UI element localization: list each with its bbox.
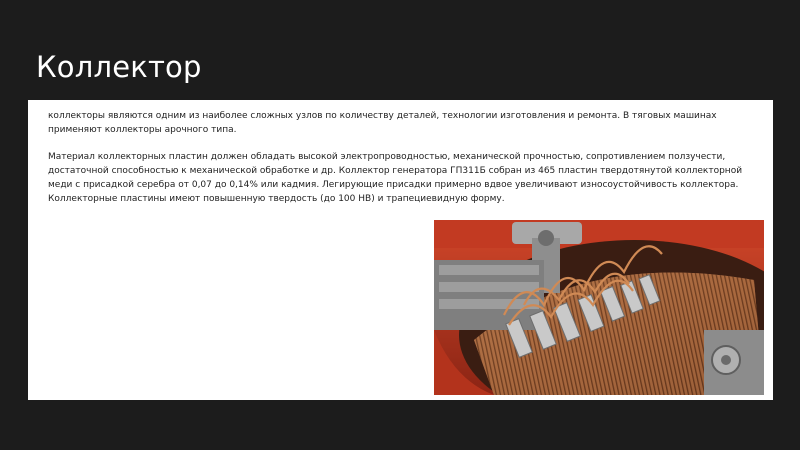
- content-panel: [28, 100, 773, 400]
- paragraph-material: Материал коллекторных пластин должен обладать высокой электропроводностью, механической прочностью, сопротивлением ползучести, достаточной способностью к механической обработке и др. Коллектор генератора ГП311Б собран из 465 пластин твердотянутой коллекторной меди с присадкой серебра от 0,07 до 0,14% или кадмия. Легирующие присадки примерно вдвое увеличивают износоустойчивость коллектора. Коллекторные пластины имеют повышенную твердость (до 100 НВ) и трапециевидную форму.: [48, 152, 743, 204]
- slide-title: Коллектор: [36, 50, 202, 84]
- paragraph-intro: коллекторы являются одним из наиболее сложных узлов по количеству деталей, технологии изготовления и ремонта. В тяговых машинах применяют коллекторы арочного типа.: [48, 111, 717, 135]
- commutator-photo: [434, 220, 764, 395]
